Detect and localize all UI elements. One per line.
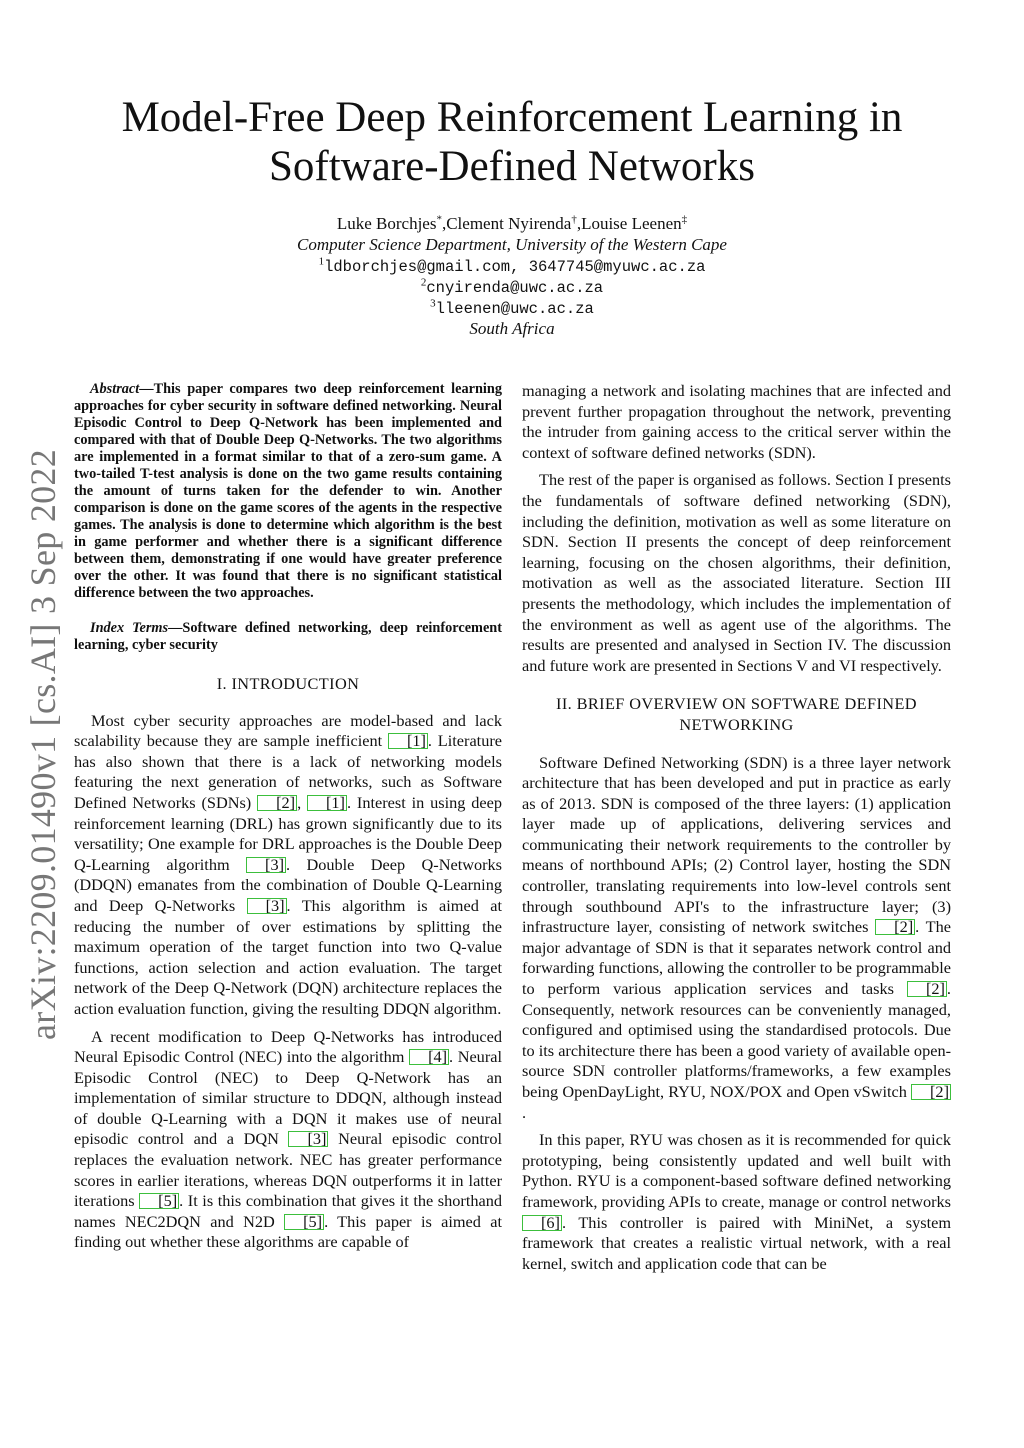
- author-affiliation: Computer Science Department, University of the Western Cape: [297, 235, 727, 254]
- author-separator: ,: [441, 214, 447, 233]
- text-run: ,: [297, 792, 307, 812]
- intro-paragraph-organisation: The rest of the paper is organised as follows. Section I presents the fundamentals of software defined networking (SDN), including the definition, motivation as well as some literature on SDN. Section II presents the concept of deep reinforcement learning, focusing on the chosen algorithms, their definition, motivation as well as the associated literature. Section III presents the methodology, which includes the implementation of the environment as well as agent use of the algorithms. The results are presented and analysed in Section IV. The discussion and future work are presented in Sections V and VI respectively.: [522, 470, 951, 675]
- text-run: . Neural Episodic Control (NEC) to Deep Q-Network has an implementation of similar structure to DDQN, although instead of double Q-Learning with a DQN it makes use of neural episodic control and a DQN: [74, 1047, 502, 1149]
- text-run: . Interest in using deep reinforcement learning (DRL) has grown significantly due to its versatility; One example for DRL approaches is the Double Deep Q-Learning algorithm: [74, 792, 502, 874]
- arxiv-identifier: arXiv:2209.01490v1 [cs.AI] 3 Sep 2022: [23, 448, 63, 1040]
- text-run: . Double Deep Q-Networks (DDQN) emanates from the combination of Double Q-Learning and Deep Q-Networks: [74, 854, 503, 915]
- citation-link[interactable]: [2]: [907, 981, 947, 997]
- citation-link[interactable]: [6]: [522, 1215, 562, 1231]
- email-index: 1: [318, 255, 325, 268]
- text-run: A recent modification to Deep Q-Networks has introduced Neural Episodic Control (NEC) into the algorithm: [74, 1026, 502, 1067]
- text-run: . This controller is paired with MiniNet, a system framework that creates a realistic virtual network, with a real kernel, switch and application code that can be: [522, 1212, 951, 1273]
- index-terms-label: Index Terms: [90, 620, 169, 636]
- author-name: Clement Nyirenda: [446, 214, 572, 233]
- text-run: . Consequently, network resources can be conveniently managed, configured and optimised using the standardised protocols. Due to its architecture there has been a good variety of available open-source SDN controller platforms/frameworks, a few examples being OpenDayLight, RYU, NOX/POX and Open vSwitch: [522, 979, 952, 1101]
- title-line-2: Software-Defined Networks: [269, 143, 755, 190]
- title-line-1: Model-Free Deep Reinforcement Learning in: [121, 94, 903, 141]
- author-block: [160, 213, 864, 339]
- citation-link[interactable]: [3]: [247, 898, 287, 914]
- paper-title: [60, 93, 964, 191]
- email-index: 2: [420, 276, 427, 289]
- abstract-text: —This paper compares two deep reinforcement learning approaches for cyber security in software defined networking. Neural Episodic Control to Deep Q-Network has been implemented and compared with that of Double Deep Q-Networks. The two algorithms are implemented in a format similar to that of a zero-sum game. A two-tailed T-test analysis is done on the two game results containing the amount of turns taken for the defender to win. Another comparison is done on the game scores of the agents in the respective games. The analysis is done to determine which algorithm is the best in game performer and whether there is a significant difference between them, demonstrating if one would have greater preference over the other. It was found that there is no significant statistical difference between the two approaches.: [74, 381, 502, 601]
- text-run: Most cyber security approaches are model-based and lack scalability because they are sample inefficient: [74, 710, 502, 751]
- abstract: [74, 381, 502, 602]
- citation-link[interactable]: [3]: [288, 1131, 328, 1147]
- intro-paragraph-1: [74, 711, 502, 1020]
- citation-link[interactable]: [2]: [875, 919, 915, 935]
- citation-link[interactable]: [1]: [388, 733, 428, 749]
- text-run: . This paper is aimed at finding out whether these algorithms are capable of: [74, 1211, 503, 1252]
- text-run: . This algorithm is aimed at reducing the number of over estimations by splitting the maximum operation of the target function into two Q-value functions, action selection and action evaluation. The target network of the Deep Q-Network (DQN) architecture replaces the action evaluation function, giving the resulting DDQN algorithm.: [74, 895, 502, 1018]
- email-index: 3: [430, 297, 436, 310]
- author-name: Luke Borchjes: [336, 214, 437, 233]
- author-country: South Africa: [469, 319, 555, 338]
- citation-link[interactable]: [3]: [246, 857, 286, 873]
- index-terms-text: —Software defined networking, deep reinforcement learning, cyber security: [74, 620, 503, 653]
- author-name: Louise Leenen: [581, 214, 682, 233]
- citation-link[interactable]: [2]: [911, 1084, 951, 1100]
- author-email-line: [160, 297, 864, 318]
- author-email-line: [160, 276, 864, 297]
- author-email[interactable]: ldborchjes@gmail.com, 3647745@myuwc.ac.za: [324, 258, 706, 276]
- text-run: Neural episodic control replaces the evaluation network. NEC has greater performance scores in earlier iterations, whereas DQN outperforms it in latter iterations: [74, 1129, 502, 1211]
- text-run: . It is this combination that gives it the shorthand names NEC2DQN and N2D: [74, 1191, 502, 1231]
- author-names: [160, 213, 864, 234]
- ryu-paragraph: [522, 1130, 951, 1274]
- text-run: . The major advantage of SDN is that it separates network control and forwarding functions, allowing the controller to be programmable to perform various application services and tasks: [522, 917, 951, 999]
- intro-paragraph-2: [74, 1027, 502, 1254]
- section-heading-line: NETWORKING: [679, 714, 794, 734]
- section-heading-line: II. BRIEF OVERVIEW ON SOFTWARE DEFINED: [556, 694, 917, 714]
- author-mark: †: [571, 213, 577, 226]
- index-terms: [74, 620, 502, 654]
- citation-link[interactable]: [4]: [409, 1049, 449, 1065]
- citation-link[interactable]: [5]: [284, 1214, 324, 1230]
- text-run: .: [522, 1102, 527, 1122]
- text-run: . Literature has also shown that there is a lack of networking models featuring the next generation of networks, such as Software Defined Networks (SDNs): [74, 731, 502, 812]
- citation-link[interactable]: [5]: [139, 1193, 179, 1209]
- abstract-label: Abstract: [90, 381, 140, 397]
- author-email-line: [160, 255, 864, 276]
- author-email[interactable]: cnyirenda@uwc.ac.za: [426, 279, 604, 297]
- author-mark: ‡: [681, 213, 688, 226]
- intro-paragraph-continued: managing a network and isolating machines that are infected and prevent further propagation throughout the network, preventing the intruder from gaining access to the critical server within the context of software defined networks (SDN).: [522, 381, 951, 462]
- section-heading-sdn-overview: [522, 694, 951, 735]
- citation-link[interactable]: [1]: [307, 795, 347, 811]
- author-mark: *: [436, 213, 442, 226]
- citation-link[interactable]: [2]: [257, 795, 297, 811]
- section-heading-introduction: I. INTRODUCTION: [216, 674, 360, 693]
- right-column: [522, 381, 951, 1281]
- author-email[interactable]: lleenen@uwc.ac.za: [435, 300, 594, 318]
- text-run: In this paper, RYU was chosen as it is recommended for quick prototyping, being consistently updated and well built with Python. RYU is a component-based software defined networking framework, providing APIs to create, manage or control networks: [522, 1130, 951, 1211]
- author-separator: ,: [576, 214, 582, 233]
- text-run: Software Defined Networking (SDN) is a three layer network architecture that has been developed and put in practice as early as of 2013. SDN is composed of the three layers: (1) application layer made up of applications, delivering services and communicating their network requirements to the controller by means of northbound APIs; (2) Control layer, hosting the SDN controller, translating requirements into low-level controls sent through southbound API's to the infrastructure layer; (3) infrastructure layer, consisting of network switches: [522, 752, 951, 937]
- sdn-paragraph: [522, 753, 951, 1124]
- left-column: [74, 381, 502, 1260]
